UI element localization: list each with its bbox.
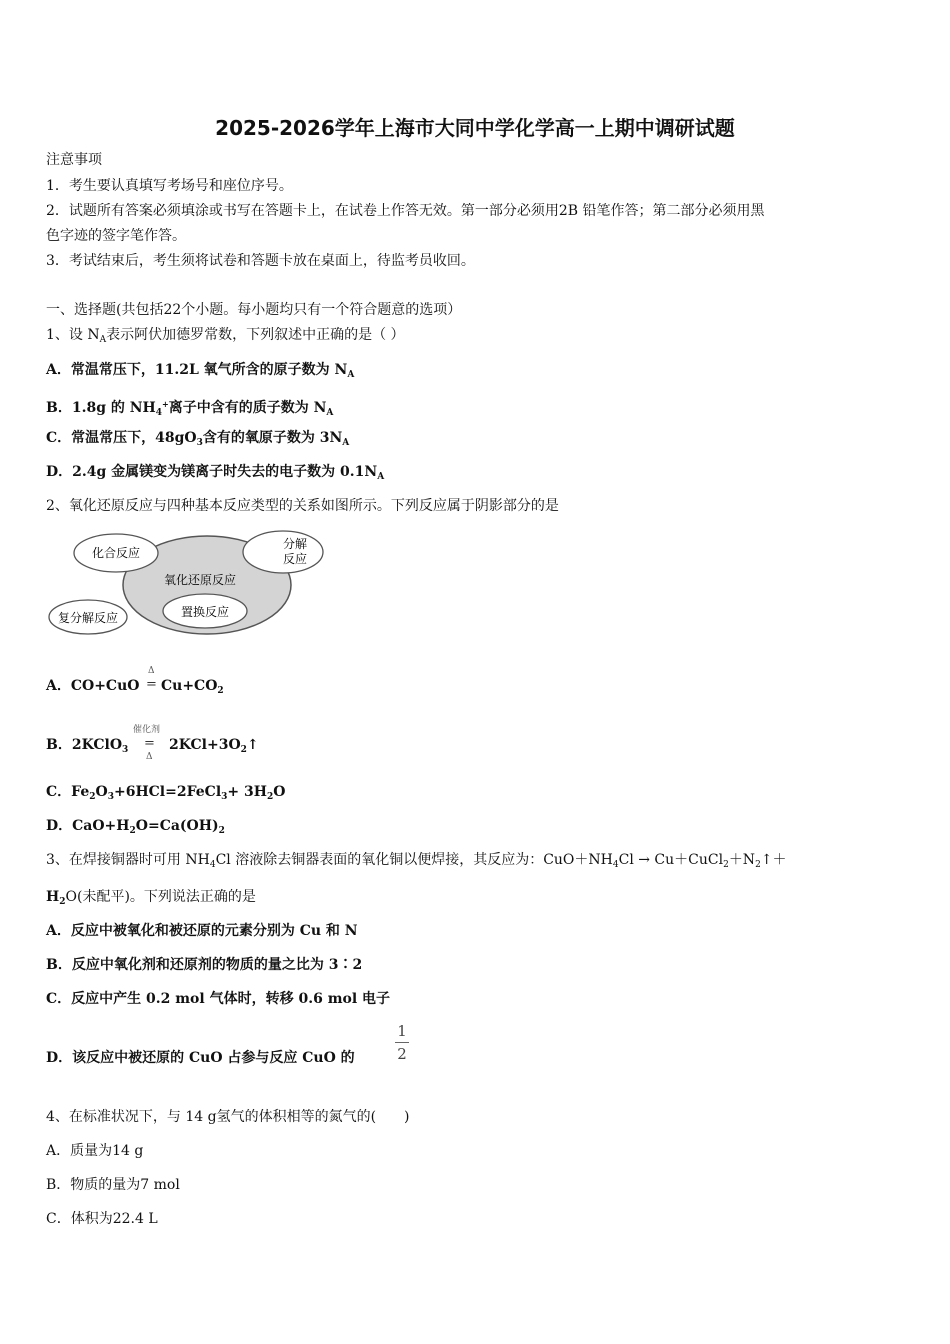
decomposition-label-2: 反应 [282, 552, 308, 566]
notice-item: 3．考试结束后，考生须将试卷和答题卡放在桌面上，待监考员收回。 [46, 253, 475, 269]
decomposition-label-1: 分解 [282, 537, 308, 551]
fraction-numerator: 1 [397, 1022, 407, 1040]
notice-item: 1．考生要认真填写考场号和座位序号。 [46, 178, 293, 194]
displacement-label: 置换反应 [180, 605, 230, 619]
notice-heading: 注意事项 [46, 152, 102, 168]
q2-stem: 2、氧化还原反应与四种基本反应类型的关系如图所示。下列反应属于阴影部分的是 [46, 498, 559, 514]
q3-option-c: C．反应中产生 0.2 mol 气体时，转移 0.6 mol 电子 [46, 991, 391, 1007]
q3-option-b: B．反应中氧化剂和还原剂的物质的量之比为 3∶2 [46, 957, 363, 973]
fraction-denominator: 2 [397, 1045, 407, 1063]
q3-option-d: D．该反应中被还原的 CuO 占参与反应 CuO 的 [46, 1050, 355, 1066]
q1-stem: 1、设 $N_A$表示阿伏加德罗常数，下列叙述中正确的是（ ） [46, 327, 405, 345]
q4-option-b: B．物质的量为7 mol [46, 1177, 180, 1193]
notice-item: 色字迹的签字笔作答。 [46, 228, 186, 244]
q2-option-d: D．$CaO+H_2O=Ca(OH)_2$ [46, 818, 225, 836]
q3-option-a: A．反应中被氧化和被还原的元素分别为 Cu 和 N [46, 923, 358, 939]
q2-a-equals: = [146, 677, 157, 692]
q4-stem: 4、在标准状况下，与 14 g氢气的体积相等的氮气的( ) [46, 1109, 410, 1125]
fraction-bar [395, 1042, 409, 1043]
q1-option-d: D．2.4g 金属镁变为镁离子时失去的电子数为 $0.1N_A$ [46, 464, 385, 482]
q3-stem-line1: 3、在焊接铜器时可用 $NH_4Cl$ 溶液除去铜器表面的氧化铜以便焊接，其反应为：$CuO+NH_4Cl$ → $Cu+CuCl_2+N_2↑+$ [46, 852, 787, 870]
notice-item: 2．试题所有答案必须填涂或书写在答题卡上，在试卷上作答无效。第一部分必须用2B 铅笔作答；第二部分必须用黑 [46, 203, 765, 219]
redox-label: 氧化还原反应 [163, 573, 237, 587]
section-heading: 一、选择题(共包括22个小题。每小题均只有一个符合题意的选项） [46, 302, 462, 318]
reaction-type-diagram [46, 528, 328, 640]
q4-option-a: A．质量为14 g [46, 1143, 144, 1159]
q2-b-products: $2KCl+3O_2↑$ [169, 737, 259, 755]
fraction-one-half [395, 1022, 409, 1063]
q4-option-c: C．体积为22.4 L [46, 1211, 158, 1227]
q2-option-a: A．CO+CuO [46, 678, 140, 694]
q2-b-catalyst: 催化剂 [133, 725, 161, 735]
q1-option-c: C．常温常压下，$48gO_3$含有的氧原子数为 $3N_A$ [46, 430, 350, 448]
double-decomposition-label: 复分解反应 [57, 611, 119, 625]
page-title: 2025-2026学年上海市大同中学化学高一上期中调研试题 [215, 116, 735, 140]
combination-label: 化合反应 [91, 546, 141, 560]
q2-a-condition: Δ [148, 666, 155, 676]
q2-option-c: C．$Fe_2O_3+6HCl=2FeCl_3+ 3H_2O$ [46, 784, 286, 802]
q2-b-heat: Δ [146, 752, 153, 762]
q2-b-equals: = [144, 736, 155, 751]
q1-option-b: B．1.8g 的 $NH_4^+$离子中含有的质子数为 $N_A$ [46, 399, 334, 418]
q2-option-b: B．2KClO$_3$ [46, 737, 129, 755]
q2-a-products: $Cu+CO_2$ [161, 678, 224, 696]
q1-option-a: A．常温常压下，11.2L 氧气所含的原子数为 $N_A$ [46, 362, 355, 380]
q3-stem-line2: $H_2O$(未配平)。下列说法正确的是 [46, 889, 256, 907]
